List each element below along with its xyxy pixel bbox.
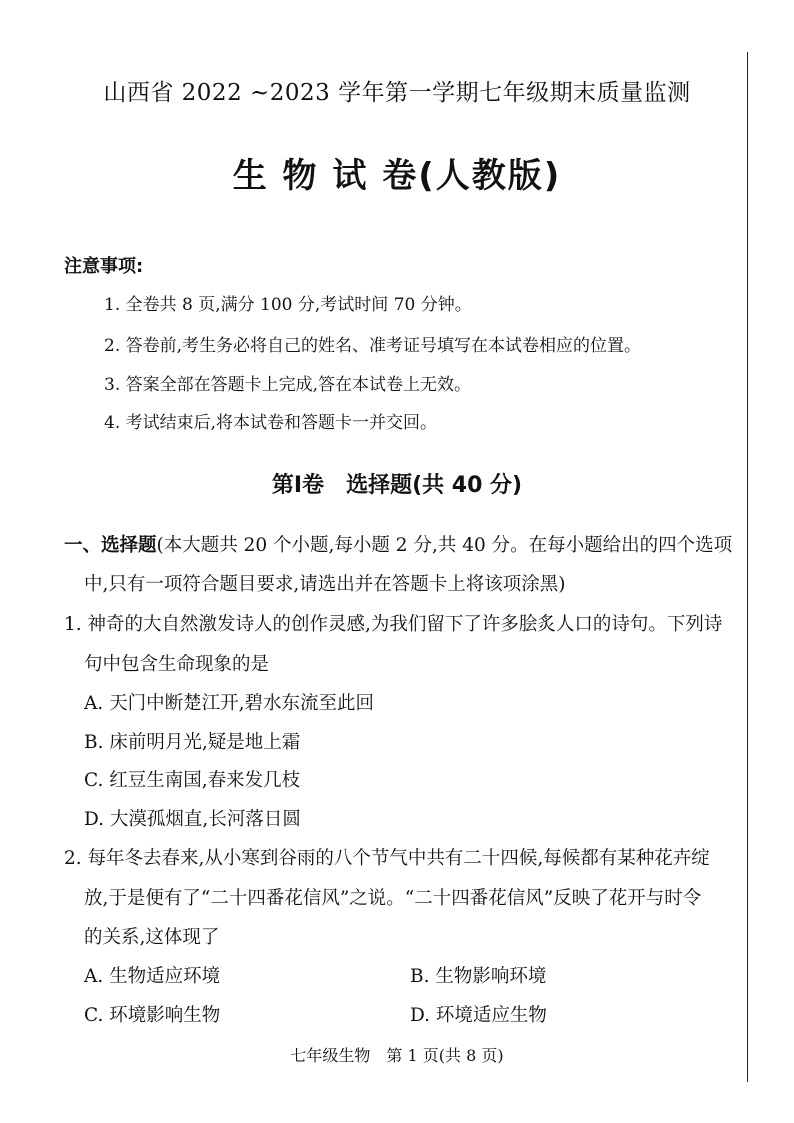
notice-item: 3. 答案全部在答题卡上完成,答在本试卷上无效。 bbox=[104, 375, 472, 395]
question-stem: 2. 每年冬去春来,从小寒到谷雨的八个节气中共有二十四候,每候都有某种花卉绽 bbox=[64, 848, 710, 869]
exam-title: 生 物 试 卷(人教版) bbox=[232, 156, 562, 196]
part-desc-cont: 中,只有一项符合题目要求,请选出并在答题卡上将该项涂黑) bbox=[84, 574, 566, 595]
option-d: D. 环境适应生物 bbox=[410, 1005, 547, 1026]
binding-line bbox=[747, 52, 748, 1082]
part-label: 一、选择题 bbox=[64, 535, 157, 556]
option-a: A. 天门中断楚江开,碧水东流至此回 bbox=[84, 693, 375, 714]
part-desc: (本大题共 20 个小题,每小题 2 分,共 40 分。在每小题给出的四个选项 bbox=[156, 535, 733, 556]
footer-page: 第 1 页(共 8 页) bbox=[386, 1046, 504, 1065]
notice-item: 2. 答卷前,考生务必将自己的姓名、准考证号填写在本试卷相应的位置。 bbox=[104, 336, 642, 356]
notice-item: 4. 考试结束后,将本试卷和答题卡一并交回。 bbox=[104, 413, 438, 433]
question-stem: 句中包含生命现象的是 bbox=[84, 654, 270, 675]
page-footer bbox=[0, 1043, 794, 1066]
section-title bbox=[0, 468, 794, 499]
part-instructions bbox=[64, 531, 732, 557]
section-name: 选择题(共 40 分) bbox=[346, 473, 523, 498]
notice-item: 1. 全卷共 8 页,满分 100 分,考试时间 70 分钟。 bbox=[104, 295, 472, 315]
notice-heading: 注意事项: bbox=[64, 256, 144, 277]
question-stem: 的关系,这体现了 bbox=[84, 927, 220, 948]
option-b: B. 床前明月光,疑是地上霜 bbox=[84, 732, 301, 753]
option-c: C. 环境影响生物 bbox=[84, 1005, 221, 1026]
section-part: 第Ⅰ卷 bbox=[271, 473, 325, 498]
option-a: A. 生物适应环境 bbox=[84, 966, 221, 987]
option-b: B. 生物影响环境 bbox=[410, 966, 547, 987]
question-stem: 1. 神奇的大自然激发诗人的创作灵感,为我们留下了许多脍炙人口的诗句。下列诗 bbox=[64, 614, 723, 635]
question-stem: 放,于是便有了“二十四番花信风”之说。“二十四番花信风”反映了花开与时令 bbox=[84, 888, 702, 909]
option-d: D. 大漠孤烟直,长河落日圆 bbox=[84, 809, 301, 830]
footer-subject: 七年级生物 bbox=[290, 1046, 371, 1065]
exam-header: 山西省 2022 ~2023 学年第一学期七年级期末质量监测 bbox=[103, 80, 691, 106]
option-c: C. 红豆生南国,春来发几枝 bbox=[84, 770, 301, 791]
